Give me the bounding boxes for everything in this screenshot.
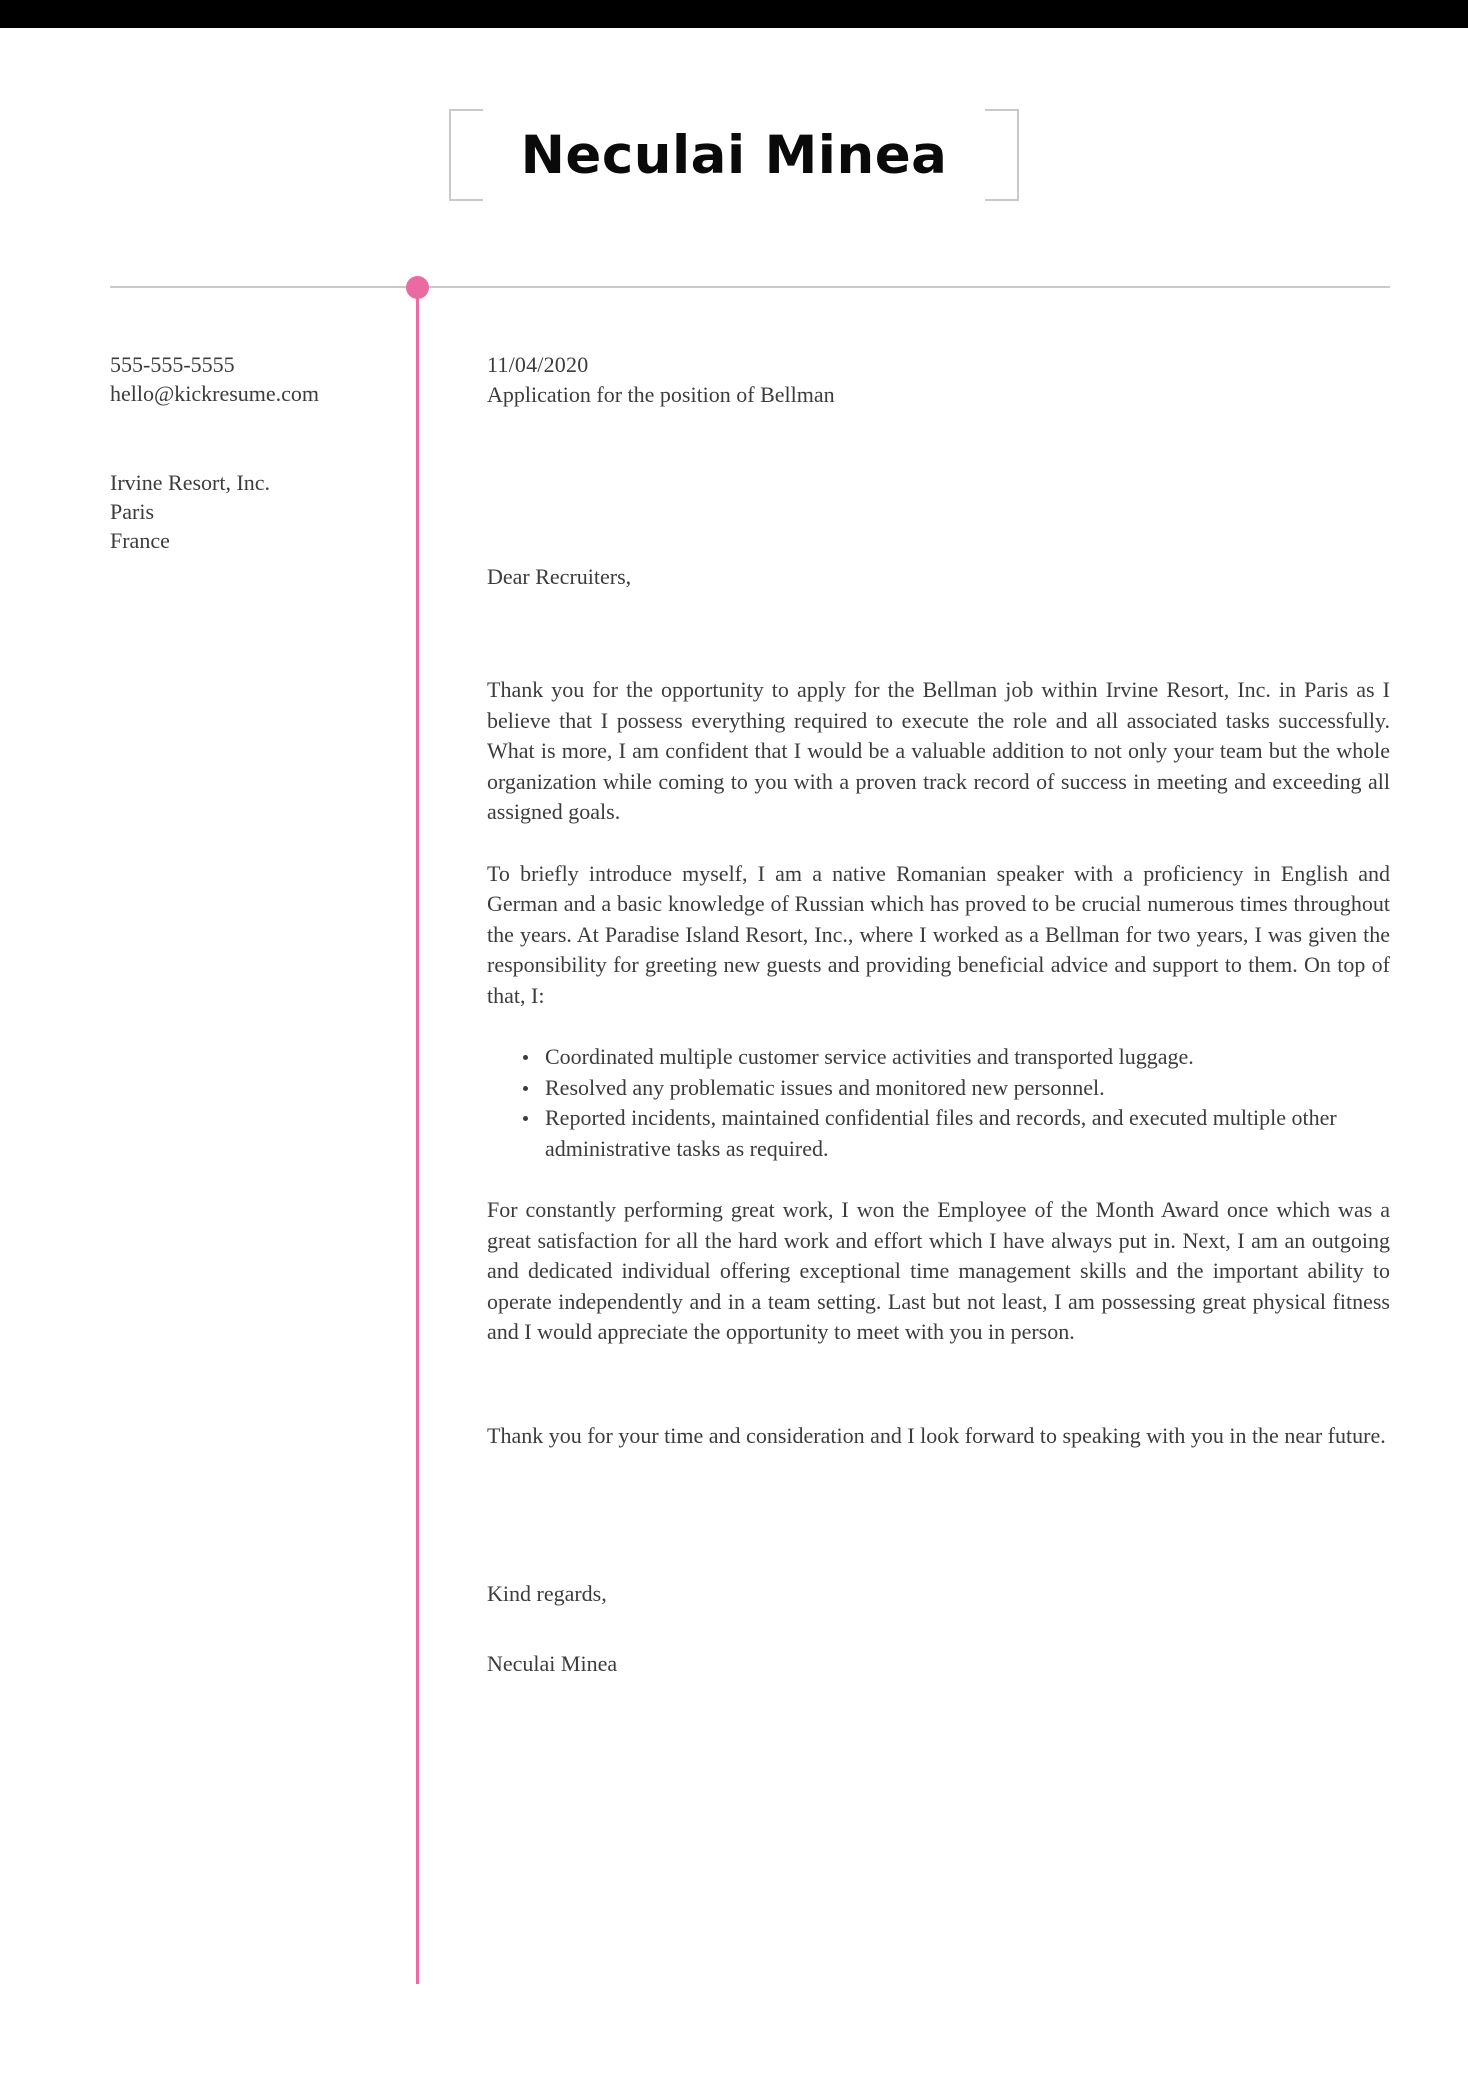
header-divider-rule	[110, 286, 1390, 288]
contact-sidebar	[110, 350, 380, 555]
recipient-city: Paris	[110, 499, 154, 524]
sender-contact-block	[110, 350, 380, 408]
recipient-country: France	[110, 528, 170, 553]
letter-date: 11/04/2020	[487, 352, 589, 377]
recipient-address-block	[110, 468, 380, 555]
recipient-company: Irvine Resort, Inc.	[110, 470, 271, 495]
letter-salutation: Dear Recruiters,	[487, 564, 632, 589]
letter-paragraph-1: Thank you for the opportunity to apply for the Bellman job within Irvine Resort, Inc. in Paris as I believe that I possess everything required to execute the role and all associated tasks successfully. What is more, I am confident that I would be a valuable addition to not only your team but the whole organization while coming to you with a proven track record of success in meeting and exceeding all assigned goals.	[487, 677, 1390, 824]
letter-page	[0, 28, 1468, 2076]
letter-subject: Application for the position of Bellman	[487, 382, 835, 407]
bracket-left-decoration	[449, 109, 483, 201]
list-item: Resolved any problematic issues and monitored new personnel.	[523, 1073, 1390, 1104]
top-black-band	[0, 0, 1468, 28]
sender-phone: 555-555-5555	[110, 352, 235, 377]
achievement-list	[487, 1042, 1390, 1164]
letter-signature: Neculai Minea	[487, 1651, 618, 1676]
bracket-right-decoration	[985, 109, 1019, 201]
letter-closing-paragraph: Thank you for your time and consideration and I look forward to speaking with you in the near future.	[487, 1422, 1386, 1448]
letter-body	[487, 350, 1390, 1679]
list-item: Coordinated multiple customer service activities and transported luggage.	[523, 1042, 1390, 1073]
page-title: Neculai Minea	[520, 124, 948, 186]
list-item: Reported incidents, maintained confidential files and records, and executed multiple other administrative tasks as required.	[523, 1103, 1390, 1164]
accent-vertical-divider	[416, 296, 419, 1984]
letter-paragraph-3: For constantly performing great work, I won the Employee of the Month Award once which was a great satisfaction for all the hard work and effort which I have always put in. Next, I am an outgoing and dedicated individual offering exceptional time management skills and the important ability to operate independently and in a team setting. Last but not least, I am possessing great physical fitness and I would appreciate the opportunity to meet with you in person.	[487, 1197, 1390, 1344]
letter-signoff: Kind regards,	[487, 1581, 607, 1606]
letter-paragraph-2: To briefly introduce myself, I am a native Romanian speaker with a proficiency in English and German and a basic knowledge of Russian which has proved to be crucial numerous times throughout the years. At Paradise Island Resort, Inc., where I worked as a Bellman for two years, I was given the responsibility for greeting new guests and providing beneficial advice and support to them. On top of that, I:	[487, 860, 1390, 1008]
sender-email: hello@kickresume.com	[110, 381, 320, 406]
letter-header	[0, 100, 1468, 210]
